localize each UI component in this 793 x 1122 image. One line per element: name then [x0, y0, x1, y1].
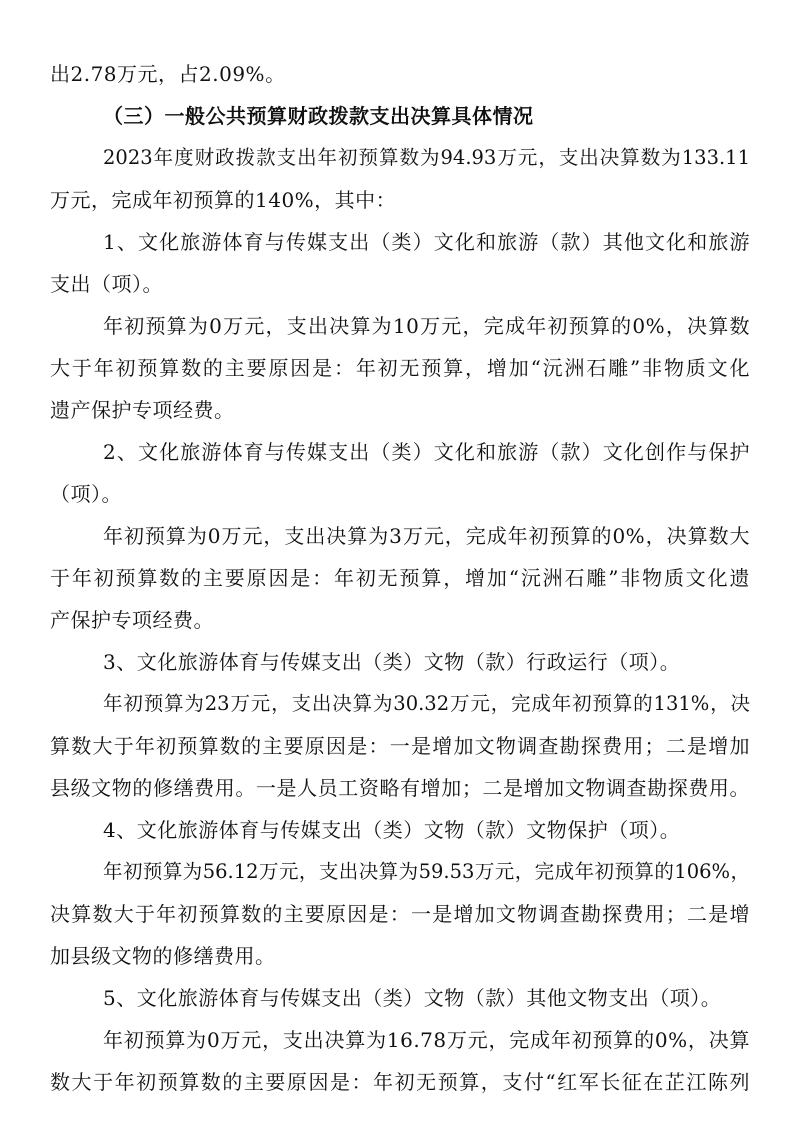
text-line: 产保护专项经费。 [50, 608, 214, 632]
text-line: 4、文化旅游体育与传媒支出（类）文物（款）文物保护（项）。 [103, 818, 681, 842]
text-line: 2023年度财政拨款支出年初预算数为94.93万元，支出决算数为133.11 [103, 146, 750, 169]
text-line: （项）。 [50, 482, 122, 506]
text-line: 5、文化旅游体育与传媒支出（类）文物（款）其他文物支出（项）。 [103, 986, 722, 1010]
text-line: 年初预算为23万元，支出决算为30.32万元，完成年初预算的131%，决 [103, 692, 750, 715]
text-line: 数大于年初预算数的主要原因是：年初无预算，支付“红军长征在芷江陈列 [50, 1070, 750, 1094]
text-line: 2、文化旅游体育与传媒支出（类）文化和旅游（款）文化创作与保护 [103, 440, 750, 464]
text-line: 年初预算为0万元，支出决算为3万元，完成年初预算的0%，决算数大 [103, 524, 750, 548]
text-line: 算数大于年初预算数的主要原因是：一是增加文物调查勘探费用；二是增加 [50, 734, 750, 758]
text-line: 加县级文物的修缮费用。 [50, 944, 276, 968]
text-line: 出2.78万元，占2.09%。 [50, 62, 286, 86]
text-line: 于年初预算数的主要原因是：年初无预算，增加“沅洲石雕”非物质文化遗 [50, 566, 750, 590]
section-heading: （三）一般公共预算财政拨款支出决算具体情况 [103, 104, 534, 128]
text-line: 万元，完成年初预算的140%，其中： [50, 188, 397, 212]
text-line: 年初预算为0万元，支出决算为10万元，完成年初预算的0%，决算数 [103, 314, 750, 338]
text-line: 年初预算为0万元，支出决算为16.78万元，完成年初预算的0%，决算 [103, 1028, 750, 1052]
text-line: 遗产保护专项经费。 [50, 398, 235, 422]
text-line: 支出（项）。 [50, 272, 163, 296]
text-line: 决算数大于年初预算数的主要原因是：一是增加文物调查勘探费用；二是增 [50, 902, 750, 926]
text-line: 1、文化旅游体育与传媒支出（类）文化和旅游（款）其他文化和旅游 [103, 230, 750, 254]
text-line: 3、文化旅游体育与传媒支出（类）文物（款）行政运行（项）。 [103, 650, 681, 674]
text-line: 年初预算为56.12万元，支出决算为59.53万元，完成年初预算的106%， [103, 860, 750, 883]
text-line: 大于年初预算数的主要原因是：年初无预算，增加“沅洲石雕”非物质文化 [50, 356, 750, 380]
text-line: 县级文物的修缮费用。一是人员工资略有增加；二是增加文物调查勘探费用。 [50, 776, 750, 800]
